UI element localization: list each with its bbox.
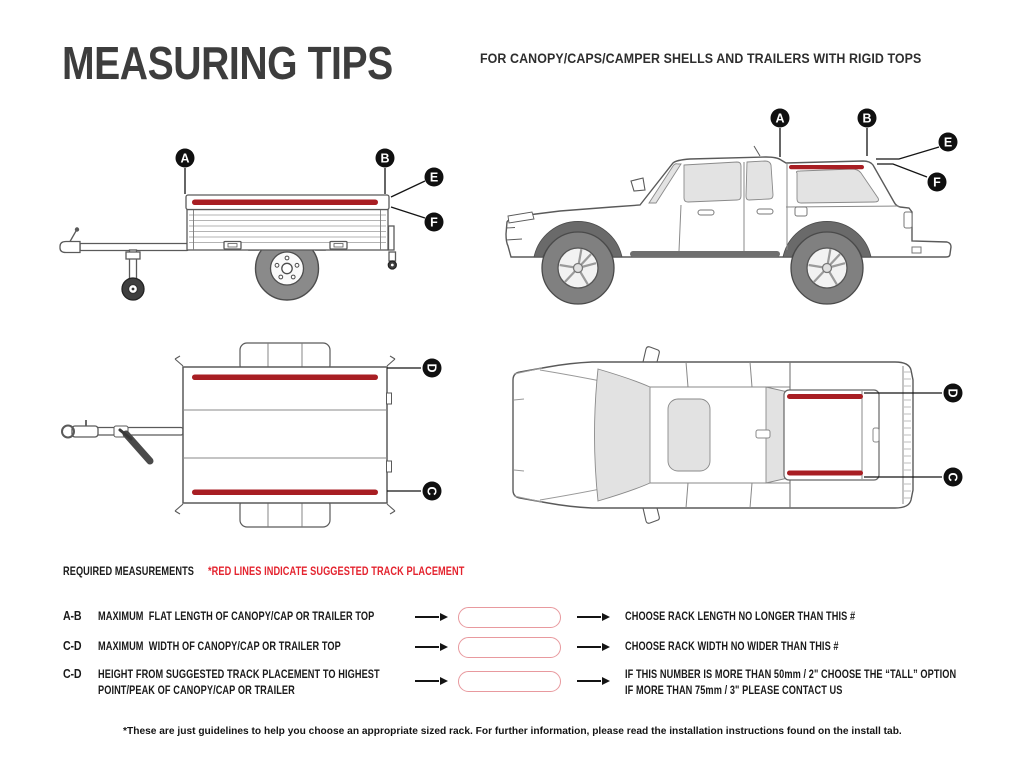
truck-side-drawing: [506, 146, 951, 304]
marker-a: [176, 149, 195, 168]
track-placement-line: [787, 394, 863, 399]
marker-d: [944, 384, 963, 403]
svg-text:E: E: [943, 135, 953, 150]
row-description: MAXIMUM FLAT LENGTH OF CANOPY/CAP OR TRAILER TOP: [98, 611, 375, 623]
svg-text:B: B: [862, 111, 872, 126]
marker-d: [423, 359, 442, 378]
svg-text:E: E: [429, 170, 439, 185]
trailer-side-drawing: [60, 195, 396, 300]
row-description-line1: HEIGHT FROM SUGGESTED TRACK PLACEMENT TO HIGHEST: [98, 669, 380, 681]
measurement-entry-box: [458, 671, 561, 692]
svg-text:A: A: [775, 111, 785, 126]
arrow-icon: [415, 616, 439, 619]
footnote: *These are just guidelines to help you choose an appropriate sized rack. For further information, please read the installation instructions found on the install tab.: [122, 725, 902, 737]
arrow-icon: [577, 680, 601, 683]
arrow-icon: [415, 646, 439, 649]
row-result-line2: IF MORE THAN 75mm / 3" PLEASE CONTACT US: [625, 685, 843, 697]
marker-f: [425, 213, 444, 232]
rear-wheel: [791, 232, 863, 304]
marker-leader-lines: [387, 368, 421, 491]
svg-text:D: D: [424, 363, 439, 373]
track-placement-line: [192, 490, 378, 496]
svg-text:D: D: [945, 388, 960, 398]
marker-b: [376, 149, 395, 168]
row-result: CHOOSE RACK WIDTH NO WIDER THAN THIS #: [625, 641, 839, 653]
front-wheel: [542, 232, 614, 304]
track-placement-line: [192, 200, 378, 206]
trailer-side-view-diagram: [50, 112, 480, 312]
arrow-icon: [415, 680, 439, 683]
marker-b: [858, 109, 877, 128]
marker-e: [425, 168, 444, 187]
truck-top-drawing: [513, 347, 913, 524]
marker-c: [423, 482, 442, 501]
row-result: CHOOSE RACK LENGTH NO LONGER THAN THIS #: [625, 611, 856, 623]
track-placement-line: [787, 471, 863, 476]
row-key: C-D: [63, 639, 82, 653]
trailer-top-view-diagram: [58, 338, 458, 538]
svg-text:F: F: [430, 215, 438, 230]
svg-text:C: C: [945, 472, 960, 482]
measurement-entry-box: [458, 637, 561, 658]
measurement-entry-box: [458, 607, 561, 628]
page-subtitle: FOR CANOPY/CAPS/CAMPER SHELLS AND TRAILERS WITH RIGID TOPS: [480, 51, 922, 66]
row-description: MAXIMUM WIDTH OF CANOPY/CAP OR TRAILER TOP: [98, 641, 341, 653]
track-placement-line: [192, 375, 378, 381]
svg-text:F: F: [933, 175, 941, 190]
page-title: MEASURING TIPS: [62, 37, 393, 89]
marker-c: [944, 468, 963, 487]
marker-a: [771, 109, 790, 128]
arrow-icon: [577, 646, 601, 649]
arrow-icon: [577, 616, 601, 619]
truck-side-view-diagram: [490, 100, 970, 315]
red-lines-note: *RED LINES INDICATE SUGGESTED TRACK PLACEMENT: [208, 566, 465, 578]
row-result-line1: IF THIS NUMBER IS MORE THAN 50mm / 2" CHOOSE THE “TALL” OPTION: [625, 669, 957, 681]
svg-text:A: A: [180, 151, 190, 166]
footnote-wrap: [0, 721, 1024, 739]
marker-f: [928, 173, 947, 192]
trailer-top-drawing: [62, 343, 395, 527]
track-placement-line: [789, 165, 864, 169]
svg-text:B: B: [380, 151, 390, 166]
marker-e: [939, 133, 958, 152]
section-label: REQUIRED MEASUREMENTS: [63, 566, 195, 578]
row-description-line2: POINT/PEAK OF CANOPY/CAP OR TRAILER: [98, 685, 295, 697]
svg-text:C: C: [424, 486, 439, 496]
truck-top-view-diagram: [505, 345, 975, 530]
row-key: C-D: [63, 667, 82, 681]
row-key: A-B: [63, 609, 82, 623]
